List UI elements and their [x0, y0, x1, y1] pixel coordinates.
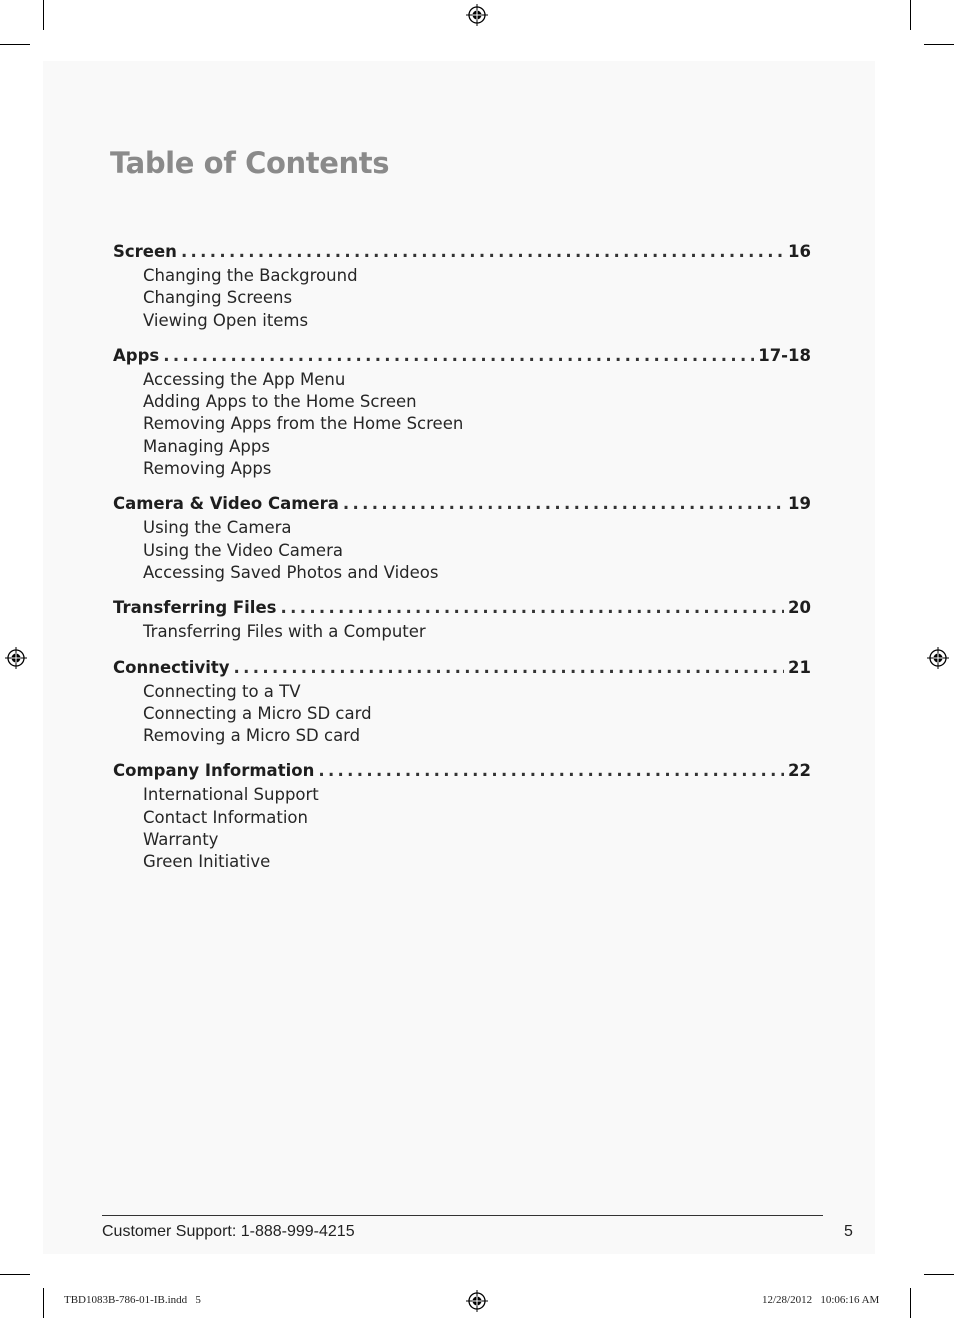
customer-support-text: Customer Support: 1-888-999-4215 [102, 1223, 355, 1240]
crop-mark [910, 0, 911, 30]
toc-subitem[interactable]: Using the Camera [143, 518, 292, 538]
toc-heading-label: Screen [113, 242, 177, 261]
toc-subitem[interactable]: Changing the Background [143, 266, 358, 285]
toc-heading[interactable] [113, 494, 811, 517]
crop-mark [924, 1274, 954, 1275]
page-title: Table of Contents [110, 146, 390, 180]
toc-subitem[interactable]: Connecting a Micro SD card [143, 703, 372, 723]
dot-leader [181, 242, 784, 261]
toc-heading[interactable] [113, 658, 811, 681]
crop-mark [924, 44, 954, 45]
crop-mark [0, 44, 30, 45]
toc-subitem[interactable]: International Support [143, 785, 319, 805]
toc-subitem[interactable]: Contact Information [143, 807, 308, 827]
toc-section-screen [113, 242, 811, 332]
toc-subitem[interactable]: Removing Apps [143, 459, 272, 479]
dot-leader [343, 494, 784, 513]
registration-target-icon [466, 4, 488, 26]
crop-mark [43, 0, 44, 30]
toc-page-number: 20 [788, 598, 811, 618]
dot-leader [163, 346, 754, 365]
dot-leader [280, 598, 784, 617]
registration-target-icon [5, 647, 27, 669]
toc-section-company-information [113, 761, 811, 873]
toc-subitem[interactable]: Accessing Saved Photos and Videos [143, 562, 439, 582]
toc-heading[interactable] [113, 346, 811, 369]
slug-timestamp: 12/28/2012 10:06:16 AM [762, 1294, 880, 1306]
registration-target-icon [466, 1290, 488, 1312]
toc-section-camera [113, 494, 811, 584]
toc-heading-label: Apps [113, 345, 160, 365]
slug-file-name: TBD1083B-786-01-IB.indd 5 [64, 1294, 201, 1306]
toc-subitem[interactable]: Warranty [143, 830, 219, 850]
toc-subitem[interactable]: Removing Apps from the Home Screen [143, 414, 464, 434]
toc-subitem[interactable]: Using the Video Camera [143, 540, 343, 560]
registration-target-icon [927, 647, 949, 669]
crop-mark [0, 1274, 30, 1275]
toc-page-number: 19 [788, 494, 811, 514]
toc-heading-label: Company Information [113, 761, 315, 781]
toc-section-transferring-files [113, 598, 811, 643]
toc-heading[interactable] [113, 598, 811, 621]
toc-heading-label: Connectivity [113, 657, 230, 677]
table-of-contents [113, 242, 811, 888]
toc-page-number: 22 [788, 761, 811, 781]
toc-heading-label: Transferring Files [113, 598, 277, 618]
dot-leader [234, 658, 785, 677]
toc-page-number: 16 [788, 242, 811, 261]
toc-section-apps [113, 346, 811, 480]
toc-page-number: 17-18 [758, 345, 811, 365]
toc-section-connectivity [113, 658, 811, 748]
page-number: 5 [844, 1223, 853, 1240]
toc-subitem[interactable]: Removing a Micro SD card [143, 726, 361, 746]
toc-heading[interactable] [113, 242, 811, 265]
dot-leader [318, 761, 784, 780]
crop-mark [43, 1288, 44, 1318]
crop-mark [910, 1288, 911, 1318]
toc-subitem[interactable]: Viewing Open items [143, 310, 309, 330]
toc-subitem[interactable]: Transferring Files with a Computer [143, 622, 426, 642]
toc-subitem[interactable]: Accessing the App Menu [143, 369, 346, 389]
footer-divider [102, 1215, 823, 1216]
toc-subitem[interactable]: Changing Screens [143, 288, 293, 308]
toc-subitem[interactable]: Managing Apps [143, 436, 270, 456]
toc-heading-label: Camera & Video Camera [113, 494, 339, 514]
toc-page-number: 21 [788, 657, 811, 677]
toc-heading[interactable] [113, 761, 811, 784]
toc-subitem[interactable]: Adding Apps to the Home Screen [143, 392, 417, 412]
toc-subitem[interactable]: Green Initiative [143, 852, 271, 872]
toc-subitem[interactable]: Connecting to a TV [143, 681, 301, 701]
